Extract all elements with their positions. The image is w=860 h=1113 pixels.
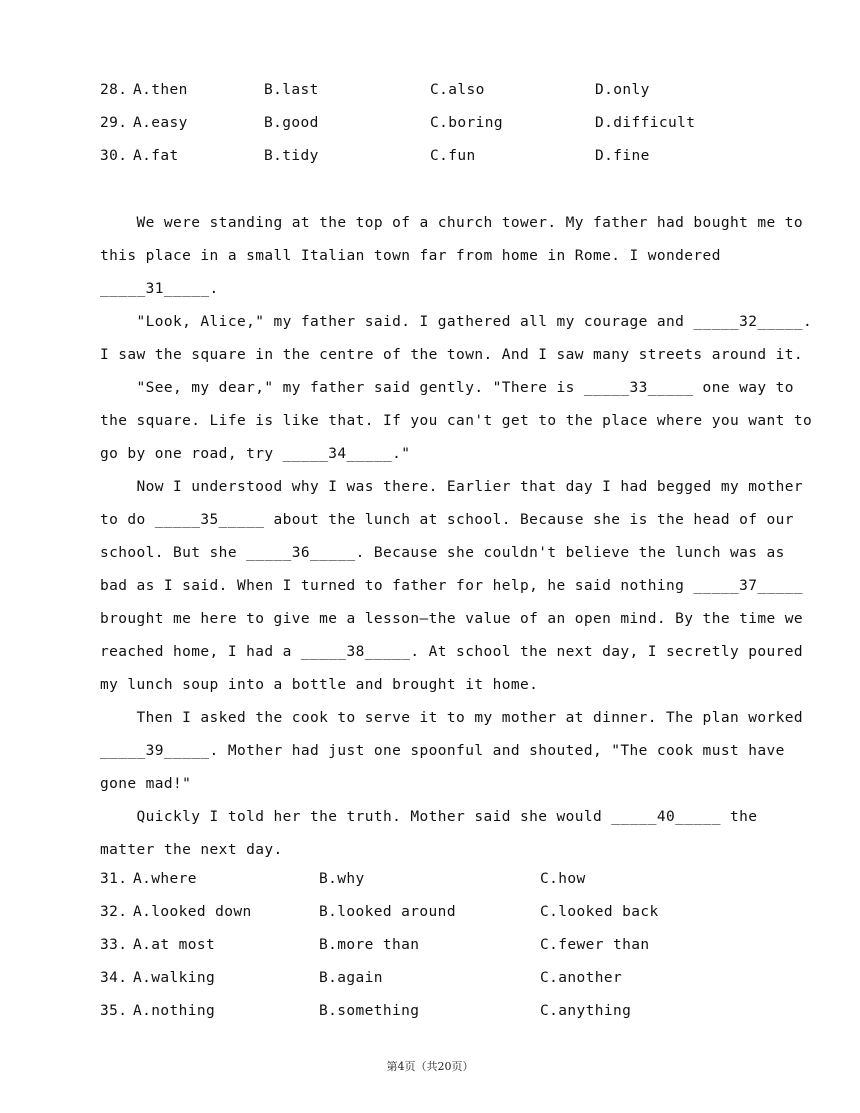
option-c: C.fun xyxy=(430,148,476,164)
option-b: B.tidy xyxy=(264,148,319,164)
option-b: B.more than xyxy=(319,937,420,953)
question-row xyxy=(100,970,623,990)
question-number: 28. xyxy=(100,82,128,98)
passage-line: brought me here to give me a lesson—the value of an open mind. By the time we xyxy=(100,611,803,627)
question-number: 31. xyxy=(100,871,128,887)
option-c: C.anything xyxy=(540,1003,632,1019)
question-row xyxy=(100,937,650,957)
passage-line: matter the next day. xyxy=(100,842,283,858)
question-number: 34. xyxy=(100,970,128,986)
passage-line: the square. Life is like that. If you can't get to the place where you want to xyxy=(100,413,813,429)
passage-line: bad as I said. When I turned to father for help, he said nothing _____37_____ xyxy=(100,578,803,594)
passage-line: gone mad!" xyxy=(100,776,192,792)
passage-line: Then I asked the cook to serve it to my mother at dinner. The plan worked xyxy=(100,710,803,726)
option-c: C.also xyxy=(430,82,485,98)
question-number: 35. xyxy=(100,1003,128,1019)
option-b: B.last xyxy=(264,82,319,98)
option-b: B.again xyxy=(319,970,383,986)
option-d: D.fine xyxy=(595,148,650,164)
question-number: 29. xyxy=(100,115,128,131)
question-row xyxy=(100,1003,632,1023)
option-a: A.where xyxy=(133,871,197,887)
passage-line: Now I understood why I was there. Earlier that day I had begged my mother xyxy=(100,479,803,495)
option-c: C.boring xyxy=(430,115,504,131)
option-c: C.fewer than xyxy=(540,937,650,953)
option-b: B.something xyxy=(319,1003,420,1019)
question-number: 33. xyxy=(100,937,128,953)
reading-passage xyxy=(100,215,813,858)
option-a: A.at most xyxy=(133,937,216,953)
passage-line: I saw the square in the centre of the town. And I saw many streets around it. xyxy=(100,347,803,363)
question-number: 30. xyxy=(100,148,128,164)
option-a: A.then xyxy=(133,82,188,98)
passage-line: We were standing at the top of a church tower. My father had bought me to xyxy=(100,215,803,231)
passage-line: "Look, Alice," my father said. I gathered all my courage and _____32_____. xyxy=(100,314,813,330)
passage-line: "See, my dear," my father said gently. "There is _____33_____ one way to xyxy=(100,380,794,396)
option-b: B.why xyxy=(319,871,365,887)
question-row xyxy=(100,82,650,102)
option-c: C.looked back xyxy=(540,904,659,920)
question-row xyxy=(100,904,659,924)
passage-line: Quickly I told her the truth. Mother said she would _____40_____ the xyxy=(100,809,758,825)
option-a: A.easy xyxy=(133,115,188,131)
passage-line: _____39_____. Mother had just one spoonful and shouted, "The cook must have xyxy=(100,743,785,759)
passage-line: _____31_____. xyxy=(100,281,219,297)
page-footer: 第4页（共20页） xyxy=(386,1060,474,1073)
passage-line: go by one road, try _____34_____." xyxy=(100,446,411,462)
option-c: C.another xyxy=(540,970,623,986)
option-a: A.fat xyxy=(133,148,179,164)
option-a: A.nothing xyxy=(133,1003,216,1019)
question-row xyxy=(100,148,650,168)
passage-line: my lunch soup into a bottle and brought it home. xyxy=(100,677,539,693)
passage-line: to do _____35_____ about the lunch at school. Because she is the head of our xyxy=(100,512,794,528)
passage-line: this place in a small Italian town far from home in Rome. I wondered xyxy=(100,248,721,264)
passage-line: reached home, I had a _____38_____. At school the next day, I secretly poured xyxy=(100,644,803,660)
passage-line: school. But she _____36_____. Because she couldn't believe the lunch was as xyxy=(100,545,785,561)
option-b: B.good xyxy=(264,115,319,131)
option-a: A.looked down xyxy=(133,904,252,920)
question-row xyxy=(100,115,696,135)
option-d: D.only xyxy=(595,82,650,98)
option-a: A.walking xyxy=(133,970,216,986)
option-c: C.how xyxy=(540,871,586,887)
option-d: D.difficult xyxy=(595,115,696,131)
option-b: B.looked around xyxy=(319,904,456,920)
question-row xyxy=(100,871,586,891)
question-number: 32. xyxy=(100,904,128,920)
